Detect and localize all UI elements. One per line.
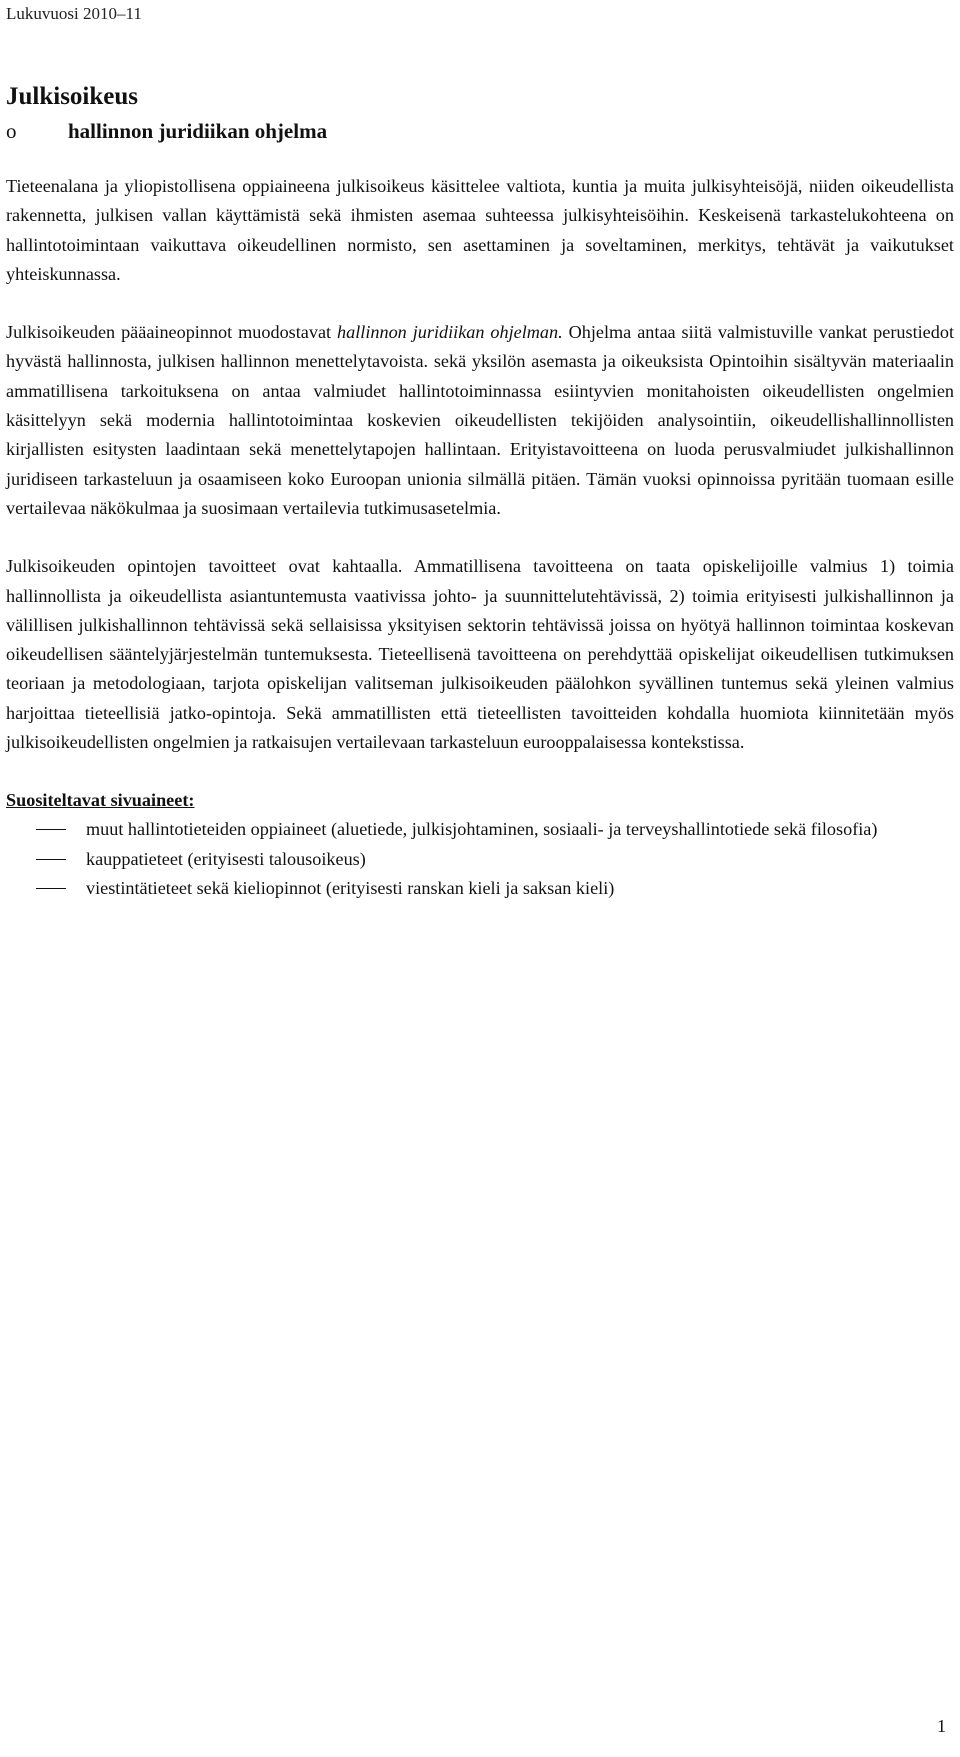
goals-paragraph: Julkisoikeuden opintojen tavoitteet ovat kahtaalla. Ammatillisena tavoitteena on taata opiskelijoille valmius 1) toimia hallinnollista ja oikeudellista asiantuntemusta vaativissa johto- ja suunnittelutehtävissä, 2) toimia erityisesti julkishallinnon ja välillisen julkishallinnon tehtävissä sekä sellaisissa yksityisen sektorin tehtävissä joissa on hyötyä hallinnon toimintaa koskevan oikeudellisen sääntelyjärjestelmän tuntemuksesta. Tieteellisenä tavoitteena on perehdyttää opiskelijat oikeudellisen tutkimuksen teoriaan ja metodologiaan, tarjota opiskelijan valitseman julkisoikeuden päälohkon syvällinen tuntemus sekä yleinen valmius harjoittaa tieteellisiä jatko-opintoja. Sekä ammatillisten että tieteellisten tavoitteiden kohdalla huomiota kiinnitetään myös julkisoikeudellisten ongelmien ja ratkaisujen vertailevaan tarkasteluun eurooppalaisessa kontekstissa. bbox=[6, 556, 954, 753]
minors-list bbox=[6, 815, 954, 903]
intro-paragraph: Tieteenalana ja yliopistollisena oppiaineena julkisoikeus käsittelee valtiota, kuntia ja muita julkisyhteisöjä, niiden oikeudellista rakennetta, julkisen vallan käyttämistä sekä ihmisten asemaa suhteessa julkisyhteisöihin. Keskeisenä tarkastelukohteena on hallintotoimintaan vaikuttava oikeudellinen normisto, sen asettaminen ja soveltaminen, merkitys, tehtävät ja vaikutukset yhteiskunnassa. bbox=[6, 176, 954, 284]
list-item bbox=[6, 874, 954, 903]
subtitle-text: hallinnon juridiikan ohjelma bbox=[68, 119, 328, 143]
dash-bullet bbox=[36, 829, 66, 830]
page-number: 1 bbox=[937, 1716, 946, 1736]
program-subtitle bbox=[6, 114, 954, 148]
list-item bbox=[6, 845, 954, 874]
dash-bullet bbox=[36, 859, 66, 860]
list-item-text: viestintätieteet sekä kieliopinnot (erityisesti ranskan kieli ja saksan kieli) bbox=[86, 877, 615, 898]
document-body bbox=[6, 80, 954, 903]
programme-paragraph-lead: Julkisoikeuden pääaineopinnot muodostavat bbox=[6, 322, 338, 343]
list-item bbox=[6, 815, 954, 844]
page-title: Julkisoikeus bbox=[6, 83, 139, 110]
list-item-text: muut hallintotieteiden oppiaineet (aluetiede, julkisjohtaminen, sosiaali- ja terveyshallintotiede sekä filosofia) bbox=[86, 819, 878, 840]
programme-paragraph bbox=[6, 318, 954, 523]
subtitle-bullet: o bbox=[6, 119, 17, 143]
list-item-text: kauppatieteet (erityisesti talousoikeus) bbox=[86, 848, 366, 869]
programme-paragraph-rest: Ohjelma antaa siitä valmistuville vankat perustiedot hyvästä hallinnosta, julkisen hallinnon menettelytavoista. sekä yksilön asemasta ja oikeuksista Opintoihin sisältyvän materiaalin ammatillisena tarkoituksena on antaa valmiudet hallintotoiminnassa esiintyvien monitahoisten oikeudellisten ongelmien käsittelyyn sekä modernia hallintotoimintaa koskevien oikeudellisten tekijöiden analysointiin, oikeudellishallinnollisten kirjallisten esitysten laadintaan sekä menettelytapojen hallintaan. Erityistavoitteena on luoda perusvalmiudet julkishallinnon juridiseen tarkasteluun ja osaamiseen koko Euroopan unionia silmällä pitäen. Tämän vuoksi opinnoissa pyritään tuomaan esille vertailevaa näkökulmaa ja suosimaan vertailevia tutkimusasetelmia. bbox=[6, 322, 954, 518]
programme-name-italic: hallinnon juridiikan ohjelman. bbox=[337, 322, 563, 343]
minors-heading: Suositeltavat sivuaineet: bbox=[6, 790, 195, 811]
running-head: Lukuvuosi 2010–11 bbox=[6, 4, 142, 23]
dash-bullet bbox=[36, 888, 66, 889]
